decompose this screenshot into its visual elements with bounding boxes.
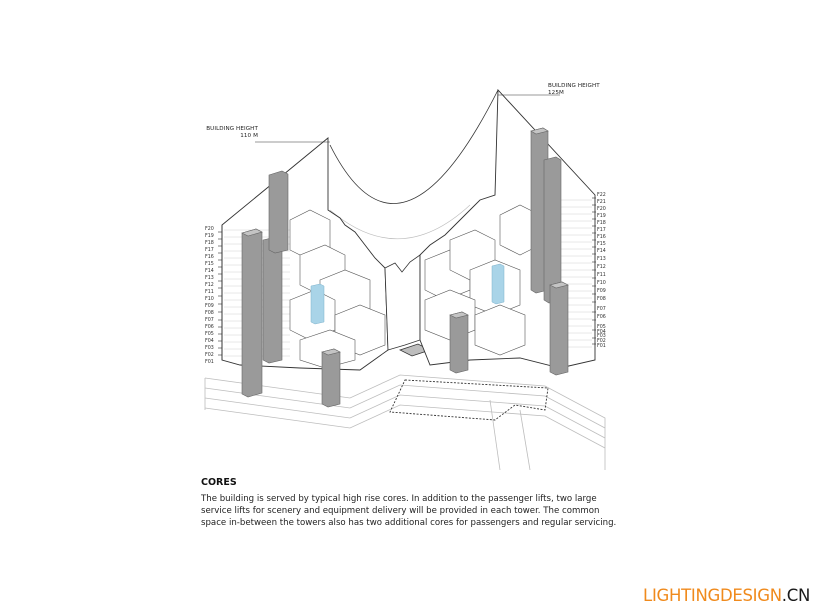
floor-label: F16: [205, 255, 214, 260]
left-lift-shaft: [311, 284, 324, 324]
watermark-name: LIGHTINGDESIGN: [643, 586, 782, 605]
floor-label: F10: [597, 281, 606, 286]
floor-label: F04: [597, 330, 606, 335]
section-body: The building is served by typical high rise cores. In addition to the passenger lifts, two large service lifts for scenery and equipment delivery will be provided in each tower. The common space in-between the towers also has two additional cores for passengers and regular servicing.: [201, 494, 617, 529]
floor-label: F19: [205, 234, 214, 239]
floor-label: F05: [597, 325, 606, 330]
floor-label: F07: [205, 318, 214, 323]
floor-label: F22: [597, 193, 606, 198]
floor-label: F17: [597, 228, 606, 233]
floor-label: F10: [205, 297, 214, 302]
floor-label: F08: [205, 311, 214, 316]
right-height-label: [548, 83, 612, 97]
floor-label: F03: [205, 346, 214, 351]
floor-label: F04: [205, 339, 214, 344]
right-floor-labels: [597, 194, 611, 350]
right-height-label-value: 125M: [548, 90, 564, 96]
section-heading: CORES: [201, 477, 237, 488]
floor-label: F20: [205, 227, 214, 232]
floor-label: F01: [205, 360, 214, 365]
floor-label: F08: [597, 297, 606, 302]
left-height-label: [196, 126, 258, 140]
right-height-label-line1: BUILDING HEIGHT: [548, 83, 600, 89]
floor-label: F19: [597, 214, 606, 219]
floor-label: F17: [205, 248, 214, 253]
site-watermark: [643, 586, 810, 605]
floor-label: F09: [205, 304, 214, 309]
floor-label: F06: [597, 315, 606, 320]
left-height-label-value: 110 M: [240, 133, 258, 139]
podium-outline: [205, 375, 605, 470]
left-floor-labels: [205, 227, 219, 365]
floor-label: F11: [597, 273, 606, 278]
floor-label: F15: [597, 242, 606, 247]
floor-label: F06: [205, 325, 214, 330]
floor-label: F12: [597, 265, 606, 270]
floor-label: F18: [597, 221, 606, 226]
floor-label: F05: [205, 332, 214, 337]
floor-label: F01: [597, 344, 606, 349]
floor-label: F12: [205, 283, 214, 288]
floor-label: F14: [597, 249, 606, 254]
bridge-curve: [330, 90, 498, 204]
floor-label: F21: [597, 200, 606, 205]
floor-label: F20: [597, 207, 606, 212]
left-height-label-line1: BUILDING HEIGHT: [206, 126, 258, 132]
floor-label: F03: [597, 334, 606, 339]
floor-label: F11: [205, 290, 214, 295]
floor-label: F16: [597, 235, 606, 240]
watermark-domain: .CN: [781, 586, 810, 605]
floor-label: F15: [205, 262, 214, 267]
floor-label: F13: [597, 257, 606, 262]
floor-label: F02: [205, 353, 214, 358]
floor-label: F13: [205, 276, 214, 281]
floor-label: F07: [597, 307, 606, 312]
right-lift-shaft: [492, 264, 504, 304]
floor-label: F02: [597, 339, 606, 344]
floor-label: F18: [205, 241, 214, 246]
floor-label: F09: [597, 289, 606, 294]
floor-label: F14: [205, 269, 214, 274]
